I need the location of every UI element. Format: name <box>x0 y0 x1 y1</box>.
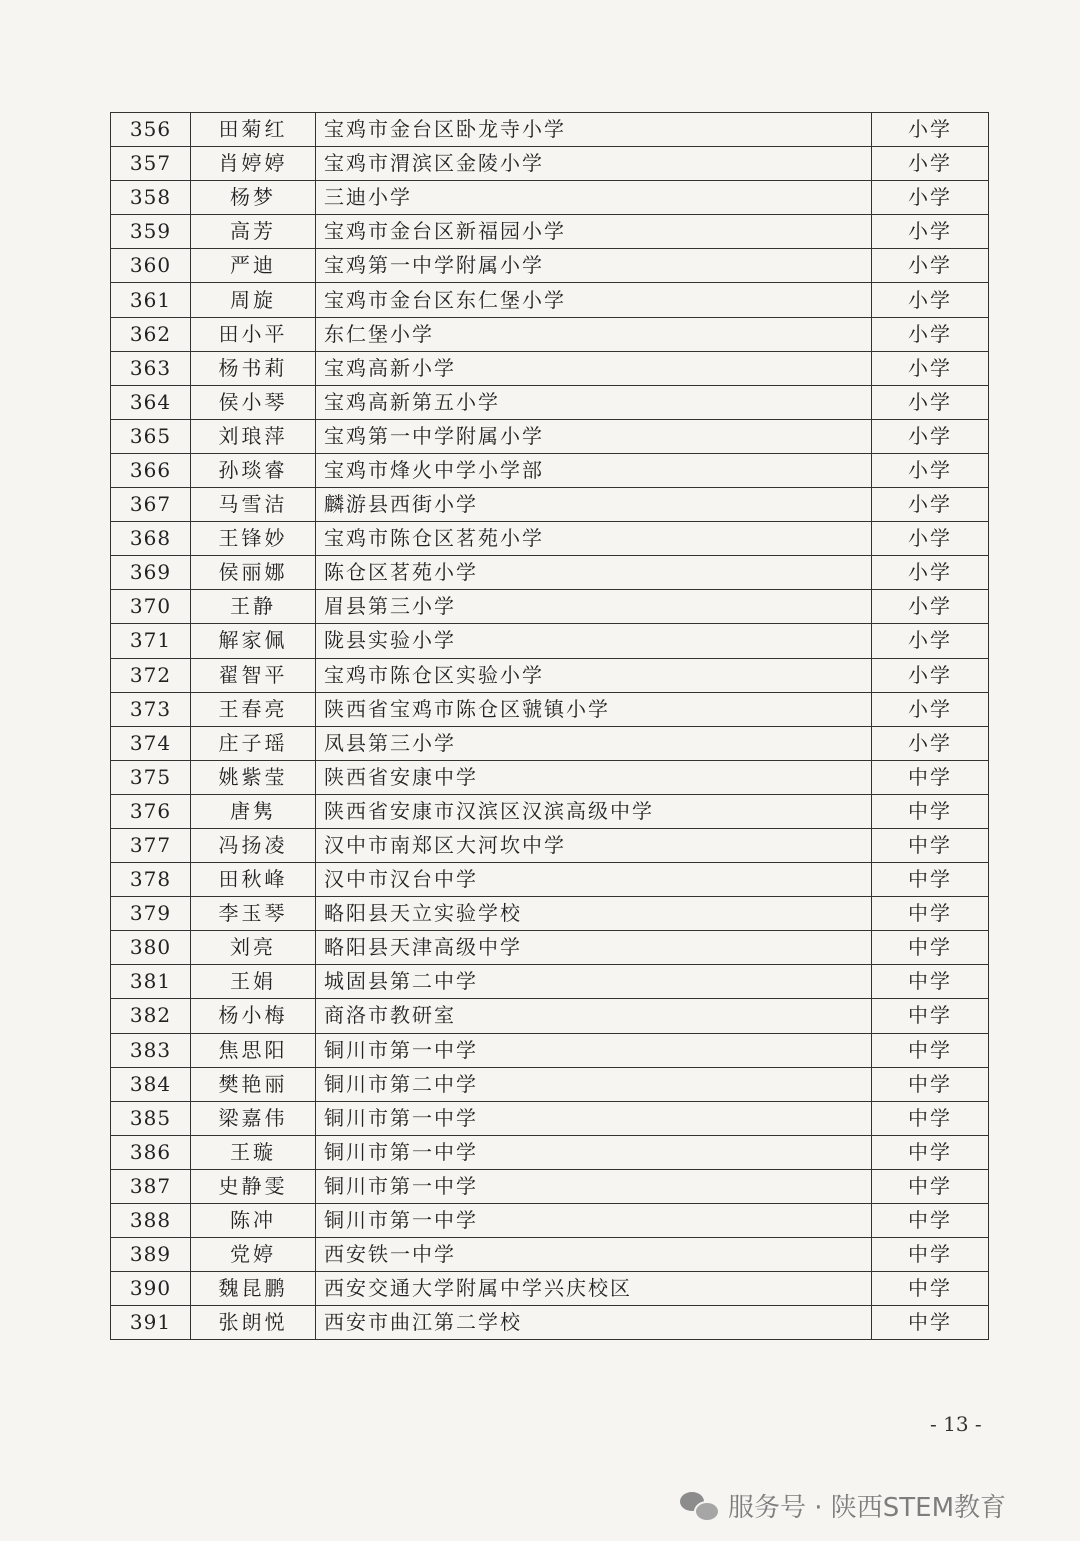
table-row <box>111 317 989 351</box>
page-number: - 13 - <box>930 1412 982 1436</box>
row-name: 梁嘉伟 <box>191 1101 316 1135</box>
table-row <box>111 113 989 147</box>
row-name: 马雪洁 <box>191 488 316 522</box>
row-name: 王锋妙 <box>191 522 316 556</box>
row-name: 张朗悦 <box>191 1306 316 1340</box>
row-number: 390 <box>111 1272 191 1306</box>
table-row <box>111 828 989 862</box>
row-level: 中学 <box>872 1067 989 1101</box>
table-row <box>111 215 989 249</box>
row-name: 刘亮 <box>191 931 316 965</box>
row-name: 孙琰睿 <box>191 453 316 487</box>
row-number: 389 <box>111 1238 191 1272</box>
row-number: 376 <box>111 794 191 828</box>
row-school: 宝鸡高新第五小学 <box>316 385 872 419</box>
row-school: 东仁堡小学 <box>316 317 872 351</box>
row-level: 中学 <box>872 1033 989 1067</box>
row-name: 冯扬凌 <box>191 828 316 862</box>
table-row <box>111 760 989 794</box>
table-row <box>111 1306 989 1340</box>
row-school: 略阳县天津高级中学 <box>316 931 872 965</box>
row-school: 凤县第三小学 <box>316 726 872 760</box>
row-school: 略阳县天立实验学校 <box>316 897 872 931</box>
row-name: 陈冲 <box>191 1204 316 1238</box>
row-number: 371 <box>111 624 191 658</box>
row-school: 西安铁一中学 <box>316 1238 872 1272</box>
table-row <box>111 351 989 385</box>
row-school: 汉中市汉台中学 <box>316 863 872 897</box>
row-level: 中学 <box>872 1204 989 1238</box>
table-row <box>111 1204 989 1238</box>
row-school: 陈仓区茗苑小学 <box>316 556 872 590</box>
row-level: 小学 <box>872 522 989 556</box>
table-row <box>111 147 989 181</box>
table-row <box>111 1033 989 1067</box>
row-level: 中学 <box>872 1135 989 1169</box>
row-level: 小学 <box>872 283 989 317</box>
table-row <box>111 658 989 692</box>
table-row <box>111 1272 989 1306</box>
row-level: 小学 <box>872 453 989 487</box>
row-level: 小学 <box>872 113 989 147</box>
row-level: 小学 <box>872 317 989 351</box>
row-level: 中学 <box>872 863 989 897</box>
row-name: 周旋 <box>191 283 316 317</box>
row-school: 宝鸡高新小学 <box>316 351 872 385</box>
row-number: 369 <box>111 556 191 590</box>
row-name: 王静 <box>191 590 316 624</box>
table-row <box>111 692 989 726</box>
row-name: 党婷 <box>191 1238 316 1272</box>
table-row <box>111 385 989 419</box>
row-number: 377 <box>111 828 191 862</box>
row-school: 眉县第三小学 <box>316 590 872 624</box>
row-school: 西安交通大学附属中学兴庆校区 <box>316 1272 872 1306</box>
table-row <box>111 624 989 658</box>
row-name: 王娟 <box>191 965 316 999</box>
table-row <box>111 931 989 965</box>
row-number: 357 <box>111 147 191 181</box>
table-row <box>111 1169 989 1203</box>
row-level: 小学 <box>872 215 989 249</box>
table-row <box>111 419 989 453</box>
row-number: 359 <box>111 215 191 249</box>
row-number: 375 <box>111 760 191 794</box>
row-level: 中学 <box>872 965 989 999</box>
row-level: 小学 <box>872 488 989 522</box>
row-name: 唐隽 <box>191 794 316 828</box>
row-number: 379 <box>111 897 191 931</box>
row-name: 焦思阳 <box>191 1033 316 1067</box>
table-row <box>111 1101 989 1135</box>
row-school: 西安市曲江第二学校 <box>316 1306 872 1340</box>
row-number: 374 <box>111 726 191 760</box>
row-school: 铜川市第一中学 <box>316 1169 872 1203</box>
row-school: 铜川市第一中学 <box>316 1033 872 1067</box>
row-number: 382 <box>111 999 191 1033</box>
row-name: 田秋峰 <box>191 863 316 897</box>
row-school: 宝鸡市金台区卧龙寺小学 <box>316 113 872 147</box>
row-number: 380 <box>111 931 191 965</box>
row-number: 360 <box>111 249 191 283</box>
row-school: 宝鸡市渭滨区金陵小学 <box>316 147 872 181</box>
row-name: 樊艳丽 <box>191 1067 316 1101</box>
row-name: 庄子瑶 <box>191 726 316 760</box>
table-row <box>111 794 989 828</box>
table-row <box>111 863 989 897</box>
row-level: 中学 <box>872 931 989 965</box>
row-school: 宝鸡第一中学附属小学 <box>316 419 872 453</box>
row-number: 370 <box>111 590 191 624</box>
row-level: 小学 <box>872 147 989 181</box>
row-school: 麟游县西街小学 <box>316 488 872 522</box>
row-name: 严迪 <box>191 249 316 283</box>
row-number: 372 <box>111 658 191 692</box>
row-level: 小学 <box>872 351 989 385</box>
row-level: 小学 <box>872 556 989 590</box>
row-name: 高芳 <box>191 215 316 249</box>
row-number: 356 <box>111 113 191 147</box>
row-name: 解家佩 <box>191 624 316 658</box>
row-number: 368 <box>111 522 191 556</box>
row-school: 铜川市第一中学 <box>316 1101 872 1135</box>
row-name: 杨小梅 <box>191 999 316 1033</box>
row-school: 宝鸡市陈仓区实验小学 <box>316 658 872 692</box>
row-level: 中学 <box>872 1238 989 1272</box>
table-row <box>111 1135 989 1169</box>
row-school: 陕西省宝鸡市陈仓区虢镇小学 <box>316 692 872 726</box>
row-level: 小学 <box>872 658 989 692</box>
row-level: 小学 <box>872 419 989 453</box>
row-level: 中学 <box>872 1306 989 1340</box>
row-level: 小学 <box>872 624 989 658</box>
row-number: 386 <box>111 1135 191 1169</box>
row-name: 杨书莉 <box>191 351 316 385</box>
row-number: 361 <box>111 283 191 317</box>
row-level: 中学 <box>872 999 989 1033</box>
row-number: 366 <box>111 453 191 487</box>
row-school: 宝鸡第一中学附属小学 <box>316 249 872 283</box>
row-number: 362 <box>111 317 191 351</box>
row-school: 陕西省安康中学 <box>316 760 872 794</box>
row-school: 铜川市第一中学 <box>316 1204 872 1238</box>
row-number: 363 <box>111 351 191 385</box>
row-number: 385 <box>111 1101 191 1135</box>
row-number: 383 <box>111 1033 191 1067</box>
watermark-text: 服务号 · 陕西STEM教育 <box>728 1492 1007 1523</box>
row-number: 365 <box>111 419 191 453</box>
row-school: 三迪小学 <box>316 181 872 215</box>
row-name: 翟智平 <box>191 658 316 692</box>
row-level: 中学 <box>872 897 989 931</box>
row-name: 杨梦 <box>191 181 316 215</box>
roster-table <box>110 112 989 1340</box>
row-level: 小学 <box>872 385 989 419</box>
table-row <box>111 1067 989 1101</box>
row-number: 384 <box>111 1067 191 1101</box>
table-row <box>111 181 989 215</box>
row-name: 王春亮 <box>191 692 316 726</box>
row-school: 城固县第二中学 <box>316 965 872 999</box>
row-name: 侯小琴 <box>191 385 316 419</box>
table-row <box>111 453 989 487</box>
row-name: 侯丽娜 <box>191 556 316 590</box>
row-number: 367 <box>111 488 191 522</box>
row-school: 宝鸡市烽火中学小学部 <box>316 453 872 487</box>
row-number: 378 <box>111 863 191 897</box>
row-school: 汉中市南郑区大河坎中学 <box>316 828 872 862</box>
row-level: 中学 <box>872 794 989 828</box>
row-name: 王璇 <box>191 1135 316 1169</box>
row-number: 358 <box>111 181 191 215</box>
row-number: 373 <box>111 692 191 726</box>
row-name: 魏昆鹏 <box>191 1272 316 1306</box>
watermark <box>680 1480 1006 1530</box>
row-name: 李玉琴 <box>191 897 316 931</box>
row-level: 中学 <box>872 1101 989 1135</box>
row-level: 中学 <box>872 760 989 794</box>
row-number: 381 <box>111 965 191 999</box>
row-number: 364 <box>111 385 191 419</box>
row-school: 宝鸡市金台区东仁堡小学 <box>316 283 872 317</box>
row-school: 铜川市第一中学 <box>316 1135 872 1169</box>
row-level: 中学 <box>872 828 989 862</box>
row-school: 宝鸡市陈仓区茗苑小学 <box>316 522 872 556</box>
row-level: 小学 <box>872 249 989 283</box>
row-number: 391 <box>111 1306 191 1340</box>
row-level: 中学 <box>872 1272 989 1306</box>
table-row <box>111 726 989 760</box>
table-row <box>111 965 989 999</box>
row-number: 388 <box>111 1204 191 1238</box>
table-row <box>111 897 989 931</box>
row-school: 宝鸡市金台区新福园小学 <box>316 215 872 249</box>
table-row <box>111 1238 989 1272</box>
row-school: 铜川市第二中学 <box>316 1067 872 1101</box>
table-row <box>111 999 989 1033</box>
row-level: 小学 <box>872 726 989 760</box>
table-row <box>111 590 989 624</box>
wechat-icon <box>680 1490 718 1520</box>
table-row <box>111 522 989 556</box>
table-row <box>111 249 989 283</box>
row-number: 387 <box>111 1169 191 1203</box>
table-row <box>111 488 989 522</box>
row-school: 商洛市教研室 <box>316 999 872 1033</box>
row-name: 刘琅萍 <box>191 419 316 453</box>
row-level: 中学 <box>872 1169 989 1203</box>
row-name: 肖婷婷 <box>191 147 316 181</box>
row-school: 陇县实验小学 <box>316 624 872 658</box>
row-name: 田小平 <box>191 317 316 351</box>
row-name: 田菊红 <box>191 113 316 147</box>
row-level: 小学 <box>872 590 989 624</box>
row-school: 陕西省安康市汉滨区汉滨高级中学 <box>316 794 872 828</box>
row-level: 小学 <box>872 181 989 215</box>
row-name: 史静雯 <box>191 1169 316 1203</box>
table-row <box>111 556 989 590</box>
row-level: 小学 <box>872 692 989 726</box>
roster-table-body <box>111 113 989 1340</box>
row-name: 姚紫莹 <box>191 760 316 794</box>
table-row <box>111 283 989 317</box>
